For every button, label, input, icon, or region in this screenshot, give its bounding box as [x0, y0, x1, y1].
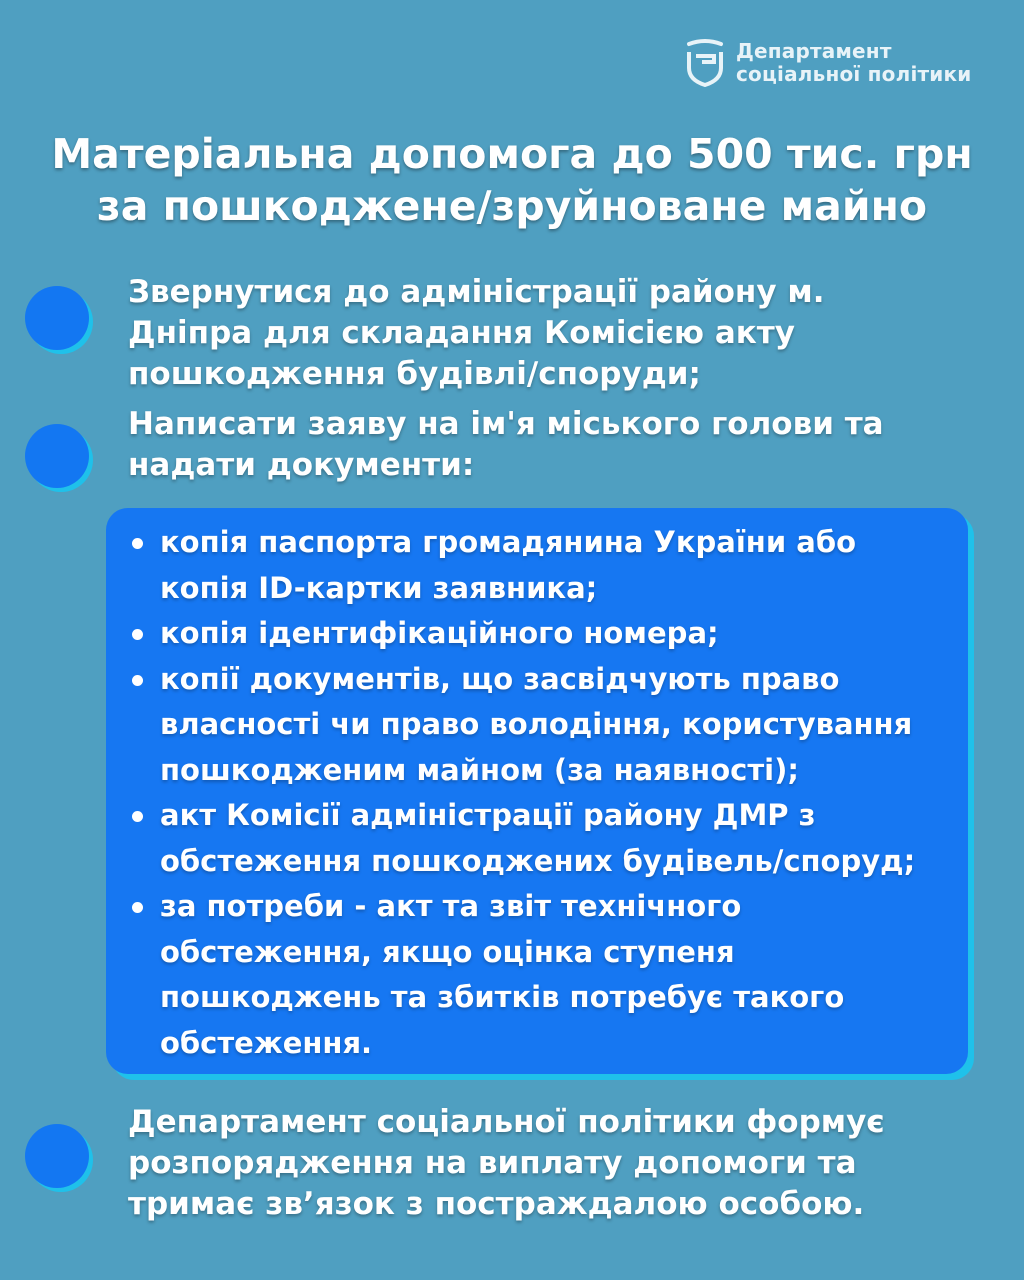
logo-line: соціальної політики [736, 62, 972, 86]
step-text [128, 404, 988, 486]
list-item-line: власності чи право володіння, користування [160, 707, 913, 741]
list-item [128, 884, 958, 1066]
list-item-line: обстеження, якщо оцінка ступеня [160, 934, 735, 969]
title-line: за пошкоджене/зруйноване майно [96, 182, 928, 230]
step-line: Звернутися до адміністрації району м. [128, 274, 825, 310]
step-bullet-icon [25, 286, 89, 350]
department-logo [684, 38, 972, 88]
step-line: Написати заяву на ім'я міського голови та [128, 406, 884, 442]
title-line: Матеріальна допомога до 500 тис. грн [51, 130, 973, 178]
step-text [128, 272, 988, 395]
step-line: розпорядження на виплату допомоги та [128, 1145, 857, 1181]
list-item-line: обстеження. [160, 1025, 373, 1060]
step-line: надати документи: [128, 447, 475, 483]
list-item [128, 657, 958, 794]
shield-icon [684, 38, 726, 88]
list-item-line: копія паспорта громадянина України або [160, 525, 856, 559]
step-line: Дніпра для складання Комісією акту [128, 315, 795, 351]
list-item-line: копія ID-картки заявника; [160, 570, 598, 605]
list-item-line: копії документів, що засвідчують право [160, 661, 840, 696]
documents-list [128, 520, 958, 1066]
list-item-line: за потреби - акт та звіт технічного [160, 889, 742, 923]
step-line: тримає зв’язок з постраждалою особою. [128, 1186, 865, 1222]
list-item [128, 520, 958, 611]
logo-text [736, 40, 972, 86]
step-line: пошкодження будівлі/споруди; [128, 356, 701, 392]
logo-line: Департамент [736, 39, 892, 63]
list-item-line: пошкодженим майном (за наявності); [160, 752, 799, 787]
page-title [0, 128, 1024, 232]
step-bullet-icon [25, 424, 89, 488]
list-item-line: копія ідентифікаційного номера; [160, 616, 719, 650]
step-line: Департамент соціальної політики формує [128, 1104, 885, 1140]
list-item-line: акт Комісії адміністрації району ДМР з [160, 798, 816, 832]
list-item [128, 793, 958, 884]
list-item [128, 611, 958, 657]
list-item-line: пошкоджень та збитків потребує такого [160, 980, 845, 1014]
step-text [128, 1102, 988, 1225]
step-bullet-icon [25, 1124, 89, 1188]
list-item-line: обстеження пошкоджених будівель/споруд; [160, 843, 916, 878]
